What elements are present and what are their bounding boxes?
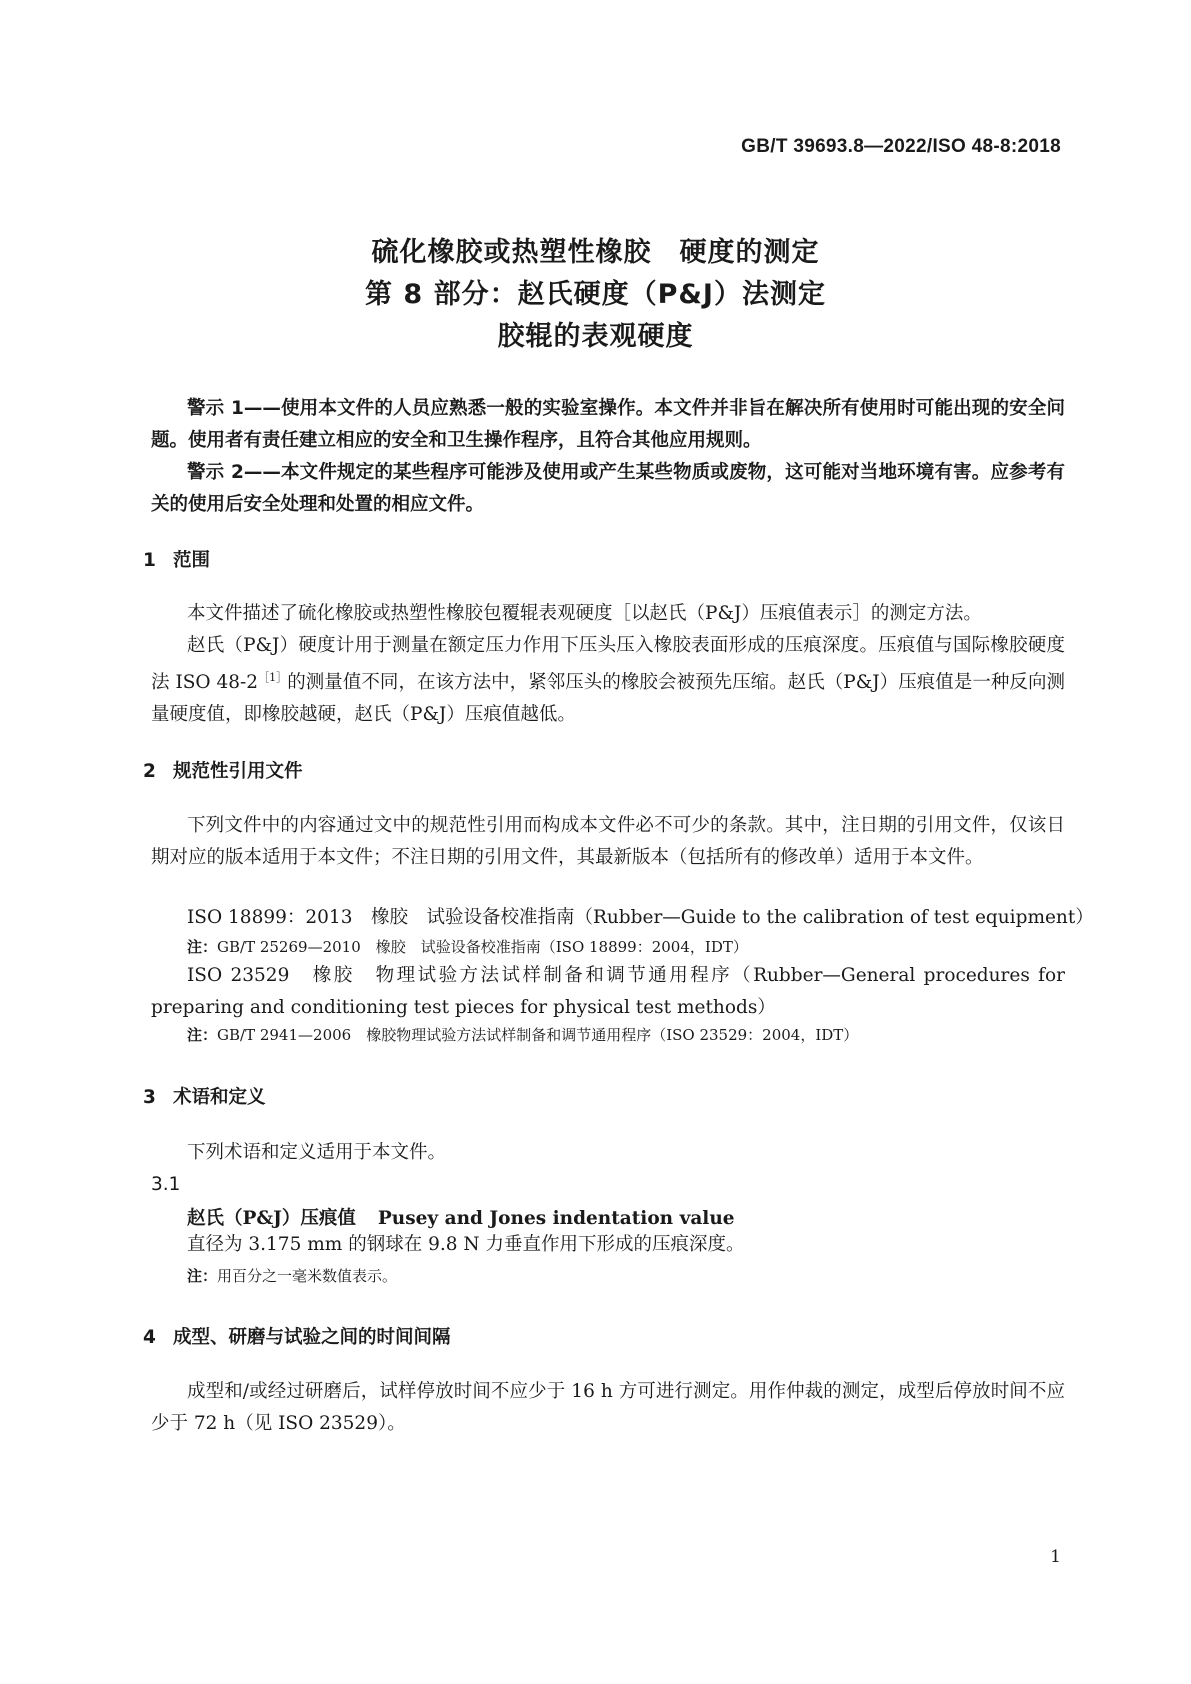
section-title: 规范性引用文件	[173, 761, 303, 782]
section-number: 3	[143, 1087, 156, 1108]
note-label: 注：	[187, 1026, 218, 1044]
section-1-heading	[143, 546, 210, 572]
warning-2: 警示 2——本文件规定的某些程序可能涉及使用或产生某些物质或废物，这可能对当地环境有害。应参考有关的使用后安全处理和处置的相应文件。	[151, 462, 1065, 515]
term-heading	[187, 1204, 735, 1230]
title-line-2: 第 8 部分：赵氏硬度（P&J）法测定	[365, 279, 826, 310]
term-number: 3.1	[151, 1174, 181, 1195]
reference-iso-18899: ISO 18899：2013 橡胶 试验设备校准指南（Rubber—Guide to the calibration of test equipment）	[187, 907, 1094, 928]
section-3-heading	[143, 1083, 266, 1109]
title-line-3: 胶辊的表观硬度	[497, 321, 694, 352]
section-number: 1	[143, 550, 156, 571]
note-text: GB/T 2941—2006 橡胶物理试验方法试样制备和调节通用程序（ISO 23529：2004，IDT）	[217, 1026, 859, 1044]
standard-code: GB/T 39693.8—2022/ISO 48-8:2018	[741, 136, 1061, 157]
section-title: 范围	[173, 550, 211, 571]
term-chinese: 赵氏（P&J）压痕值	[187, 1208, 356, 1229]
note-label: 注：	[187, 938, 218, 956]
note-gb-t-25269	[187, 933, 748, 961]
reference-iso-23529: ISO 23529 橡胶 物理试验方法试样制备和调节通用程序（Rubber—General procedures for preparing and conditioning test pieces for physical test methods）	[151, 965, 1065, 1018]
scope-paragraph-2-text-b: 的测量值不同，在该方法中，紧邻压头的橡胶会被预先压缩。赵氏（P&J）压痕值是一种反向测量硬度值，即橡胶越硬，赵氏（P&J）压痕值越低。	[151, 672, 1065, 726]
note-text: GB/T 25269—2010 橡胶 试验设备校准指南（ISO 18899：2004，IDT）	[217, 938, 748, 956]
note-label: 注：	[187, 1267, 218, 1285]
section-2-heading	[143, 757, 303, 783]
scope-paragraph-2-text-a: 赵氏（P&J）硬度计用于测量在额定压力作用下压头压入橡胶表面形成的压痕深度。压痕值与国际橡胶硬度法 ISO 48-2	[151, 635, 1065, 694]
scope-paragraph-1: 本文件描述了硫化橡胶或热塑性橡胶包覆辊表观硬度［以赵氏（P&J）压痕值表示］的测定方法。	[187, 603, 982, 624]
term-note	[187, 1262, 397, 1290]
normative-references-intro: 下列文件中的内容通过文中的规范性引用而构成本文件必不可少的条款。其中，注日期的引用文件，仅该日期对应的版本适用于本文件；不注日期的引用文件，其最新版本（包括所有的修改单）适用于本文件。	[151, 815, 1065, 868]
reference-marker: ［1］	[258, 671, 288, 684]
section-title: 成型、研磨与试验之间的时间间隔	[173, 1327, 451, 1348]
section-4-heading	[143, 1323, 451, 1349]
terms-intro: 下列术语和定义适用于本文件。	[187, 1142, 447, 1163]
warning-1: 警示 1——使用本文件的人员应熟悉一般的实验室操作。本文件并非旨在解决所有使用时可能出现的安全问题。使用者有责任建立相应的安全和卫生操作程序，且符合其他应用规则。	[151, 398, 1065, 451]
section-number: 4	[143, 1327, 156, 1348]
page-number: 1	[1050, 1547, 1061, 1567]
scope-paragraph-2	[151, 630, 1065, 731]
term-english: Pusey and Jones indentation value	[377, 1208, 735, 1229]
note-gb-t-2941	[187, 1021, 858, 1049]
term-definition: 直径为 3.175 mm 的钢球在 9.8 N 力垂直作用下形成的压痕深度。	[187, 1234, 745, 1255]
section-title: 术语和定义	[173, 1087, 266, 1108]
title-line-1: 硫化橡胶或热塑性橡胶 硬度的测定	[371, 237, 820, 268]
section-number: 2	[143, 761, 156, 782]
time-interval-paragraph: 成型和/或经过研磨后，试样停放时间不应少于 16 h 方可进行测定。用作仲裁的测定，成型后停放时间不应少于 72 h（见 ISO 23529）。	[151, 1381, 1065, 1434]
note-text: 用百分之一毫米数值表示。	[217, 1267, 398, 1285]
